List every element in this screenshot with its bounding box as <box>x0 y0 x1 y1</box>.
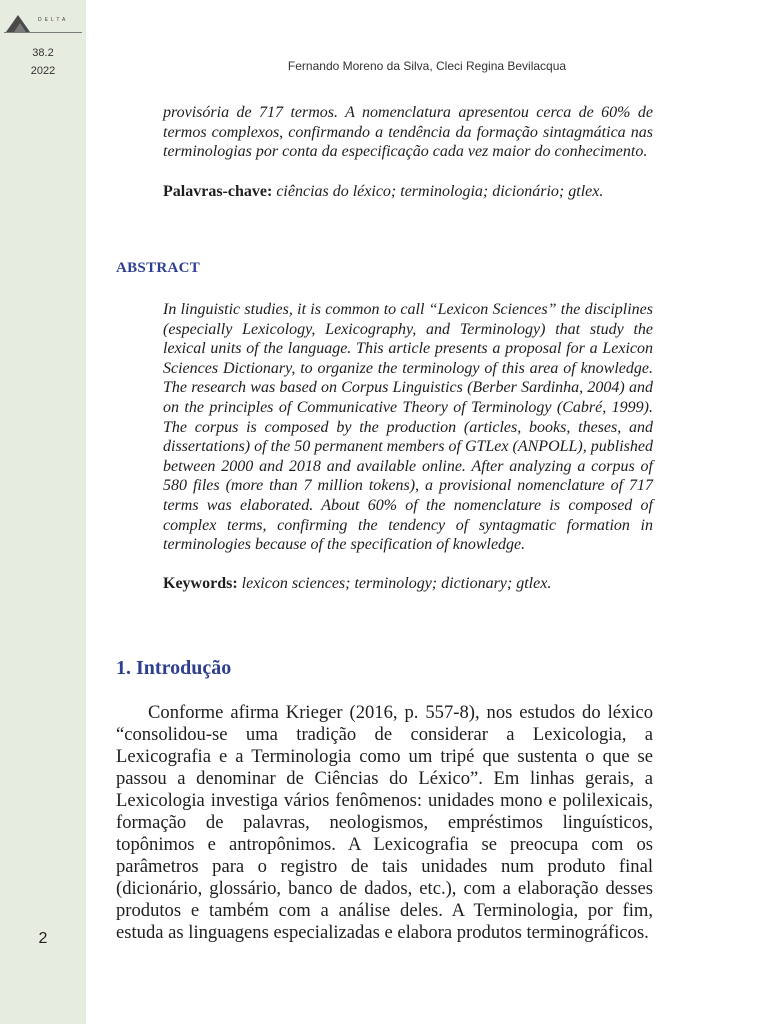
keywords-label: Keywords: <box>163 575 238 592</box>
keywords-list: ciências do léxico; terminologia; dicionário; gtlex. <box>276 183 604 200</box>
delta-logo-icon <box>4 12 82 36</box>
abstract-heading: ABSTRACT <box>116 260 201 276</box>
introduction-text: Conforme afirma Krieger (2016, p. 557-8), nos estudos do léxico “consolidou-se uma tradição de considerar a Lexicologia, a Lexicografia e a Terminologia como um tripé que sustenta o que se passou a denominar de Ciências do Léxico”. Em linhas gerais, a Lexicologia investiga vários fenômenos: unidades mono e polilexicais, formação de palavras, neologismos, empréstimos linguísticos, topônimos e antropônimos. A Lexicografia se preocupa com os parâmetros para o registro de tais unidades num produto final (dicionário, glossário, banco de dados, etc.), com a elaboração desses produtos e também com a análise deles. A Terminologia, por fim, estuda as linguagens especializadas e elabora produtos terminográficos. <box>116 702 653 943</box>
running-header-authors: Fernando Moreno da Silva, Cleci Regina Bevilacqua <box>287 59 567 73</box>
volume-number: 38.2 <box>32 47 54 59</box>
section-heading: 1. Introdução <box>116 657 232 679</box>
introduction-paragraph <box>116 702 653 944</box>
keywords-list: lexicon sciences; terminology; dictionary; gtlex. <box>241 575 552 592</box>
abstract-text: In linguistic studies, it is common to call “Lexicon Sciences” the disciplines (especially Lexicology, Lexicography, and Terminology) that study the lexical units of the language. This article presents a proposal for a Lexicon Sciences Dictionary, to organize the terminology of this area of knowledge. The research was based on Corpus Linguistics (Berber Sardinha, 2004) and on the principles of Communicative Theory of Terminology (Cabré, 1999). The corpus is composed by the production (articles, books, theses, and dissertations) of the 50 permanent members of GTLex (ANPOLL), published between 2000 and 2018 and available online. After analyzing a corpus of 580 files (more than 7 million tokens), a provisional nomenclature of 717 terms was elaborated. About 60% of the nomenclature is composed of complex terms, confirming the tendency of syntagmatic formation in terminologies because of the specification of knowledge. <box>163 301 653 554</box>
abstract-keywords <box>163 574 653 594</box>
resumo-keywords <box>163 182 653 202</box>
sidebar <box>0 0 86 1024</box>
keywords-label: Palavras-chave: <box>163 183 273 200</box>
resumo-text: provisória de 717 termos. A nomenclatura apresentou cerca de 60% de termos complexos, confirmando a tendência da formação sintagmática nas terminologias por conta da especificação cada vez maior do conhecimento. <box>163 104 653 161</box>
page-number: 2 <box>38 930 48 947</box>
logo-label: DELTA <box>38 17 69 23</box>
publication-year: 2022 <box>30 65 56 77</box>
